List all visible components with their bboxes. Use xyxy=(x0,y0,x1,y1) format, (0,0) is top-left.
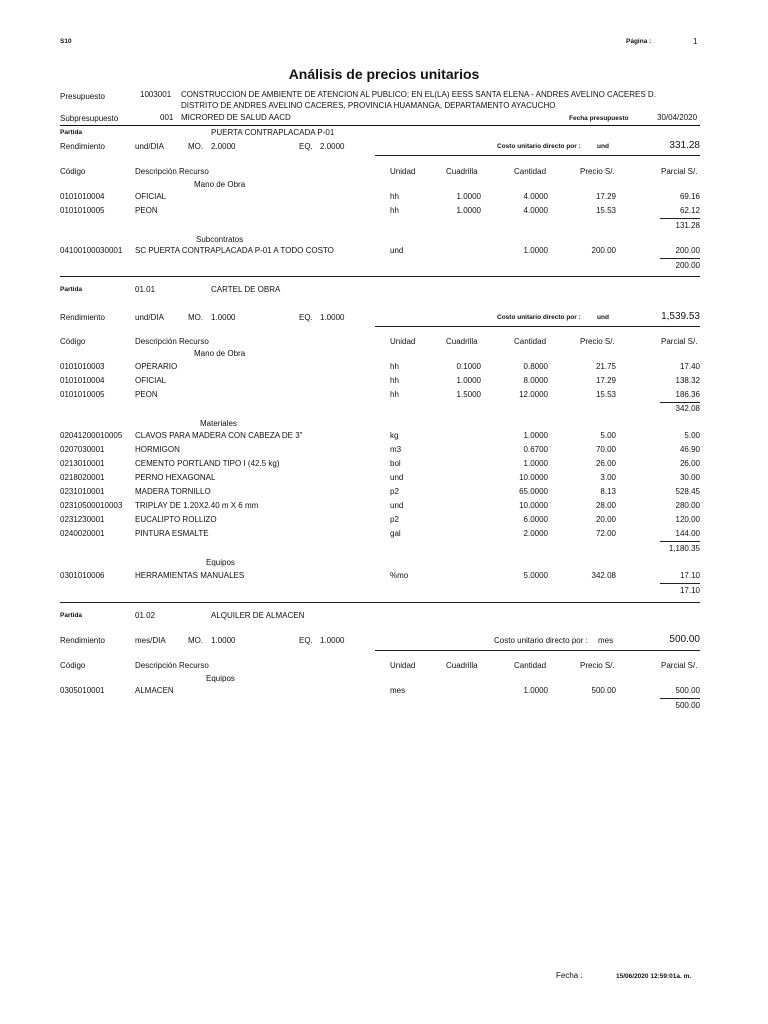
partida-label: Partida xyxy=(60,612,83,619)
row-unidad: p2 xyxy=(390,515,399,524)
partida-name: PUERTA CONTRAPLACADA P-01 xyxy=(211,128,335,137)
row-cantidad: 10.0000 xyxy=(519,473,548,482)
row-parcial: 120.00 xyxy=(675,515,700,524)
row-precio: 21.75 xyxy=(595,362,616,371)
row-codigo: 0101010003 xyxy=(60,362,105,371)
fecha-presupuesto-label: Fecha presupuesto xyxy=(569,115,629,122)
page-label: Página : xyxy=(626,38,652,45)
page-number: 1 xyxy=(693,37,698,46)
row-parcial: 144.00 xyxy=(675,529,700,538)
row-parcial: 26.00 xyxy=(679,459,700,468)
row-descripcion: PINTURA ESMALTE xyxy=(135,529,209,538)
row-descripcion: MADERA TORNILLO xyxy=(135,487,211,496)
col-codigo-header: Código xyxy=(60,661,86,670)
row-unidad: hh xyxy=(390,362,399,371)
group-subtotal: 200.00 xyxy=(675,261,700,270)
row-cuadrilla: 1.0000 xyxy=(456,376,481,385)
mo-value: 2.0000 xyxy=(211,142,236,151)
row-codigo: 0231010001 xyxy=(60,487,105,496)
rendimiento-unit: und/DIA xyxy=(135,142,164,151)
group-subtotal: 131.28 xyxy=(675,221,700,230)
row-unidad: kg xyxy=(390,431,399,440)
row-cantidad: 6.0000 xyxy=(523,515,548,524)
group-name: Mano de Obra xyxy=(194,349,246,358)
row-descripcion: HERRAMIENTAS MANUALES xyxy=(135,571,245,580)
group-subtotal: 500.00 xyxy=(675,701,700,710)
group-name: Equipos xyxy=(206,674,235,683)
col-parcial-header: Parcial S/. xyxy=(661,337,698,346)
col-unidad-header: Unidad xyxy=(390,167,416,176)
row-cuadrilla: 1.0000 xyxy=(456,206,481,215)
row-descripcion: PERNO HEXAGONAL xyxy=(135,473,216,482)
row-cantidad: 0.8000 xyxy=(523,362,548,371)
costo-unitario-total: 1,539.53 xyxy=(661,311,700,322)
row-codigo: 0207030001 xyxy=(60,445,105,454)
row-parcial: 17.10 xyxy=(679,571,700,580)
col-parcial-header: Parcial S/. xyxy=(661,167,698,176)
row-parcial: 62.12 xyxy=(679,206,700,215)
group-name: Materiales xyxy=(200,419,237,428)
page-title: Análisis de precios unitarios xyxy=(288,66,480,82)
row-unidad: hh xyxy=(390,376,399,385)
subtotal-divider xyxy=(660,258,700,259)
subtotal-divider xyxy=(660,402,700,403)
row-descripcion: SC PUERTA CONTRAPLACADA P-01 A TODO COSTO xyxy=(135,246,334,255)
row-cantidad: 1.0000 xyxy=(523,431,548,440)
row-descripcion: CLAVOS PARA MADERA CON CABEZA DE 3" xyxy=(135,431,303,440)
row-cantidad: 65.0000 xyxy=(519,487,548,496)
group-subtotal: 1,180.35 xyxy=(668,544,700,553)
row-parcial: 186.36 xyxy=(675,390,700,399)
costo-unitario-total: 331.28 xyxy=(669,140,700,151)
row-codigo: 0305010001 xyxy=(60,686,105,695)
row-precio: 17.29 xyxy=(595,192,616,201)
fecha-presupuesto-value: 30/04/2020 xyxy=(657,113,698,122)
col-precio-header: Precio S/. xyxy=(580,337,615,346)
row-precio: 72.00 xyxy=(595,529,616,538)
costo-unitario-label: Costo unitario directo por : xyxy=(497,143,581,150)
eq-label: EQ. xyxy=(299,313,313,322)
row-unidad: mes xyxy=(390,686,406,695)
row-unidad: hh xyxy=(390,206,399,215)
row-unidad: hh xyxy=(390,390,399,399)
row-precio: 26.00 xyxy=(595,459,616,468)
row-precio: 17.29 xyxy=(595,376,616,385)
col-unidad-header: Unidad xyxy=(390,661,416,670)
presupuesto-label: Presupuesto xyxy=(60,92,105,101)
row-parcial: 500.00 xyxy=(675,686,700,695)
presupuesto-description-line-2: DISTRITO DE ANDRES AVELINO CACERES, PROVINCIA HUAMANGA, DEPARTAMENTO AYACUCHO xyxy=(181,101,556,110)
row-descripcion: OFICIAL xyxy=(135,192,167,201)
row-cantidad: 5.0000 xyxy=(523,571,548,580)
col-descripcion-header: Descripción Recurso xyxy=(135,661,209,670)
row-precio: 70.00 xyxy=(595,445,616,454)
row-codigo: 0101010004 xyxy=(60,192,105,201)
subpresupuesto-code: 001 xyxy=(160,113,174,122)
row-codigo: 0101010005 xyxy=(60,390,105,399)
eq-value: 1.0000 xyxy=(320,636,345,645)
col-unidad-header: Unidad xyxy=(390,337,416,346)
row-unidad: hh xyxy=(390,192,399,201)
mo-value: 1.0000 xyxy=(211,313,236,322)
group-name: Mano de Obra xyxy=(194,180,246,189)
row-descripcion: TRIPLAY DE 1.20X2.40 m X 6 mm xyxy=(135,501,259,510)
mo-label: MO. xyxy=(188,313,204,322)
subtotal-divider xyxy=(660,583,700,584)
row-precio: 500.00 xyxy=(591,686,616,695)
mo-label: MO. xyxy=(188,636,204,645)
row-descripcion: EUCALIPTO ROLLIZO xyxy=(135,515,217,524)
row-codigo: 0213010001 xyxy=(60,459,105,468)
row-cuadrilla: 1.0000 xyxy=(456,192,481,201)
row-descripcion: HORMIGON xyxy=(135,445,180,454)
col-cuadrilla-header: Cuadrilla xyxy=(446,337,478,346)
costo-unitario-label: Costo unitario directo por : xyxy=(494,636,588,645)
costo-unitario-total: 500.00 xyxy=(669,634,700,645)
col-cantidad-header: Cantidad xyxy=(514,337,547,346)
row-unidad: und xyxy=(390,246,404,255)
rendimiento-unit: und/DIA xyxy=(135,313,164,322)
rendimiento-label: Rendimiento xyxy=(60,142,105,151)
presupuesto-code: 1003001 xyxy=(140,90,172,99)
row-precio: 28.00 xyxy=(595,501,616,510)
partida-label: Partida xyxy=(60,286,83,293)
row-cantidad: 4.0000 xyxy=(523,206,548,215)
row-precio: 342.08 xyxy=(591,571,616,580)
row-parcial: 5.00 xyxy=(684,431,700,440)
cost-divider xyxy=(375,326,700,327)
subtotal-divider xyxy=(660,698,700,699)
col-cantidad-header: Cantidad xyxy=(514,661,547,670)
row-codigo: 0101010004 xyxy=(60,376,105,385)
header-divider xyxy=(60,125,700,126)
row-codigo: 0218020001 xyxy=(60,473,105,482)
row-codigo: 02310500010003 xyxy=(60,501,123,510)
rendimiento-label: Rendimiento xyxy=(60,636,105,645)
group-name: Subcontratos xyxy=(196,235,244,244)
partida-label: Partida xyxy=(60,129,83,136)
mo-label: MO. xyxy=(188,142,204,151)
costo-unitario-label: Costo unitario directo por : xyxy=(497,314,581,321)
row-codigo: 02041200010005 xyxy=(60,431,123,440)
row-codigo: 0231230001 xyxy=(60,515,105,524)
row-descripcion: PEON xyxy=(135,390,158,399)
row-cantidad: 1.0000 xyxy=(523,459,548,468)
col-parcial-header: Parcial S/. xyxy=(661,661,698,670)
col-precio-header: Precio S/. xyxy=(580,167,615,176)
row-cantidad: 8.0000 xyxy=(523,376,548,385)
subpresupuesto-description: MICRORED DE SALUD AACD xyxy=(181,113,291,122)
row-precio: 15.53 xyxy=(595,206,616,215)
partida-divider xyxy=(60,602,700,603)
row-unidad: und xyxy=(390,473,404,482)
row-parcial: 138.32 xyxy=(675,376,700,385)
row-parcial: 69.16 xyxy=(679,192,700,201)
row-cantidad: 0.6700 xyxy=(523,445,548,454)
eq-value: 1.0000 xyxy=(320,313,345,322)
partida-name: CARTEL DE OBRA xyxy=(211,285,281,294)
row-unidad: m3 xyxy=(390,445,402,454)
row-parcial: 46.90 xyxy=(679,445,700,454)
row-unidad: %mo xyxy=(390,571,409,580)
footer-fecha-label: Fecha : xyxy=(556,971,583,980)
row-unidad: p2 xyxy=(390,487,399,496)
partida-code: 01.02 xyxy=(135,611,156,620)
cost-divider xyxy=(375,155,700,156)
cost-divider xyxy=(375,650,700,651)
col-cuadrilla-header: Cuadrilla xyxy=(446,661,478,670)
row-parcial: 30.00 xyxy=(679,473,700,482)
subtotal-divider xyxy=(660,218,700,219)
row-parcial: 528.45 xyxy=(675,487,700,496)
row-precio: 3.00 xyxy=(600,473,616,482)
presupuesto-description-line-1: CONSTRUCCION DE AMBIENTE DE ATENCION AL PUBLICO; EN EL(LA) EESS SANTA ELENA - ANDRES AVELINO CACERES D. xyxy=(181,90,656,99)
col-cuadrilla-header: Cuadrilla xyxy=(446,167,478,176)
rendimiento-label: Rendimiento xyxy=(60,313,105,322)
row-cuadrilla: 0.1000 xyxy=(456,362,481,371)
row-precio: 20.00 xyxy=(595,515,616,524)
row-parcial: 200.00 xyxy=(675,246,700,255)
row-precio: 15.53 xyxy=(595,390,616,399)
row-parcial: 280.00 xyxy=(675,501,700,510)
row-precio: 5.00 xyxy=(600,431,616,440)
row-unidad: bol xyxy=(390,459,401,468)
row-precio: 200.00 xyxy=(591,246,616,255)
partida-code: 01.01 xyxy=(135,285,156,294)
col-codigo-header: Código xyxy=(60,167,86,176)
col-cantidad-header: Cantidad xyxy=(514,167,547,176)
row-codigo: 04100100030001 xyxy=(60,246,123,255)
row-descripcion: OFICIAL xyxy=(135,376,167,385)
footer-fecha-value: 15/06/2020 12:59:01a. m. xyxy=(616,973,692,980)
costo-unitario-unit: mes xyxy=(598,636,614,645)
col-precio-header: Precio S/. xyxy=(580,661,615,670)
row-cantidad: 12.0000 xyxy=(519,390,548,399)
row-cantidad: 10.0000 xyxy=(519,501,548,510)
report-code: S10 xyxy=(60,38,72,45)
mo-value: 1.0000 xyxy=(211,636,236,645)
col-descripcion-header: Descripción Recurso xyxy=(135,337,209,346)
row-descripcion: PEON xyxy=(135,206,158,215)
group-subtotal: 17.10 xyxy=(679,586,700,595)
row-cantidad: 1.0000 xyxy=(523,246,548,255)
subpresupuesto-label: Subpresupuesto xyxy=(60,114,119,123)
row-codigo: 0240020001 xyxy=(60,529,105,538)
group-name: Equipos xyxy=(206,558,235,567)
row-precio: 8.13 xyxy=(600,487,616,496)
group-subtotal: 342.08 xyxy=(675,404,700,413)
row-unidad: gal xyxy=(390,529,401,538)
row-cantidad: 2.0000 xyxy=(523,529,548,538)
row-cuadrilla: 1.5000 xyxy=(456,390,481,399)
costo-unitario-unit: und xyxy=(597,314,609,321)
row-parcial: 17.40 xyxy=(679,362,700,371)
eq-value: 2.0000 xyxy=(320,142,345,151)
partida-divider xyxy=(60,276,700,277)
row-descripcion: CEMENTO PORTLAND TIPO I (42.5 kg) xyxy=(135,459,280,468)
rendimiento-unit: mes/DIA xyxy=(135,636,166,645)
row-unidad: und xyxy=(390,501,404,510)
col-descripcion-header: Descripción Recurso xyxy=(135,167,209,176)
partida-name: ALQUILER DE ALMACEN xyxy=(211,611,305,620)
row-cantidad: 1.0000 xyxy=(523,686,548,695)
row-descripcion: OPERARIO xyxy=(135,362,178,371)
col-codigo-header: Código xyxy=(60,337,86,346)
row-codigo: 0301010006 xyxy=(60,571,105,580)
eq-label: EQ. xyxy=(299,142,313,151)
row-codigo: 0101010005 xyxy=(60,206,105,215)
costo-unitario-unit: und xyxy=(597,143,609,150)
row-descripcion: ALMACEN xyxy=(135,686,174,695)
eq-label: EQ. xyxy=(299,636,313,645)
row-cantidad: 4.0000 xyxy=(523,192,548,201)
subtotal-divider xyxy=(660,541,700,542)
